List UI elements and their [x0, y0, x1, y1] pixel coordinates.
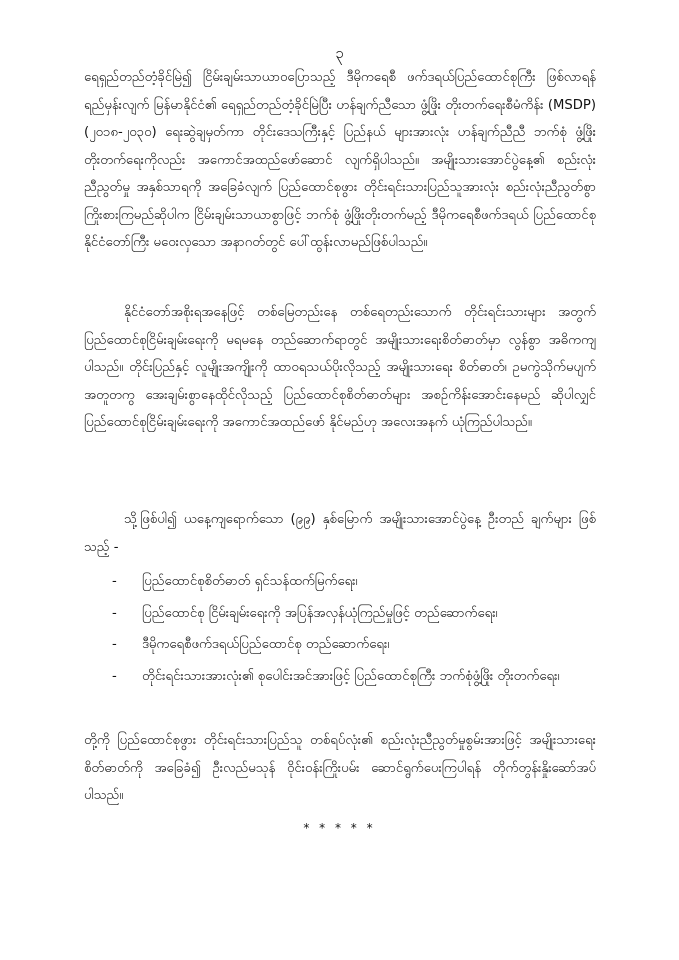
- list-item-text: တိုင်းရင်းသားအားလုံး၏ စုပေါင်းအင်အားဖြင့် ပြည်ထောင်စုကြီး ဘက်စုံဖွံ့ဖြိုး တိုးတက်ရေး၊: [142, 668, 560, 684]
- body-paragraph-2: [84, 299, 596, 437]
- objectives-list: [112, 568, 596, 694]
- body-paragraph-1: [84, 64, 596, 257]
- body-paragraph-4: [84, 727, 596, 810]
- end-asterisks: * * * * *: [303, 821, 376, 835]
- page-number: ၃: [335, 44, 344, 62]
- list-item-text: ပြည်ထောင်စု ငြိမ်းချမ်းရေးကို အပြန်အလှန်ယုံကြည်မှုဖြင့် တည်ဆောက်ရေး၊: [142, 605, 498, 621]
- dash-marker: -: [112, 574, 117, 589]
- dash-marker: -: [112, 605, 117, 621]
- list-item: [112, 600, 596, 628]
- list-item: [112, 631, 596, 659]
- dash-marker: -: [112, 637, 117, 652]
- dash-marker: -: [112, 668, 117, 684]
- body-paragraph-3: [84, 506, 596, 561]
- paragraph-text: ရေရှည်တည်တံ့ခိုင်မြဲ၍ ငြိမ်းချမ်းသာယာဝပြောသည့် ဒီမိုကရေစီ ဖက်ဒရယ်ပြည်ထောင်စုကြီး ဖြစ်လာရန် ရည်မှန်းလျက် မြန်မာနိုင်ငံ၏ ရေရှည်တည်တံ့ခိုင်မြဲပြီး ဟန်ချက်ညီသော ဖွံ့ဖြိုး တိုးတက်ရေးစီမံကိန်း (MSDP) (၂၀၁၈-၂၀၃၀) ရေးဆွဲချမှတ်ကာ တိုင်းဒေသကြီးနှင့် ပြည်နယ် များအားလုံး ဟန်ချက်ညီညီ ဘက်စုံ ဖွံ့ဖြိုးတိုးတက်ရေးကိုလည်း အကောင်အထည်ဖော်ဆောင် လျက်ရှိပါသည်။ အမျိုးသားအောင်ပွဲနေ့၏ စည်းလုံးညီညွတ်မှု အနှစ်သာရကို အခြေခံလျက် ပြည်ထောင်စုဖွား တိုင်းရင်းသားပြည်သူအားလုံး စည်းလုံးညီညွတ်စွာ ကြိုးစားကြမည်ဆိုပါက ငြိမ်းချမ်းသာယာစွာဖြင့် ဘက်စုံ ဖွံ့ဖြိုးတိုးတက်မည့် ဒီမိုကရေစီဖက်ဒရယ် ပြည်ထောင်စု နိုင်ငံတော်ကြီး မဝေးလှသော အနာဂတ်တွင် ပေါ်ထွန်းလာမည်ဖြစ်ပါသည်။: [84, 70, 596, 250]
- paragraph-text: နိုင်ငံတော်အစိုးရအနေဖြင့် တစ်မြေတည်းနေ တစ်ရေတည်းသောက် တိုင်းရင်းသားများ အတွက် ပြည်ထောင်စုငြိမ်းချမ်းရေးကို မရမနေ တည်ဆောက်ရာတွင် အမျိုးသားရေးစိတ်ဓာတ်မှာ လွန်စွာ အဓိကကျပါသည်။ တိုင်းပြည်နှင့် လူမျိုးအကျိုးကို ထာဝရသယ်ပိုးလိုသည့် အမျိုးသားရေး စိတ်ဓာတ်၊ ဥမကွဲသိုက်မပျက် အတူတကွ အေးချမ်းစွာနေထိုင်လိုသည့် ပြည်ထောင်စုစိတ်ဓာတ်များ အစဉ်ကိန်းအောင်းနေမည် ဆိုပါလျှင် ပြည်ထောင်စုငြိမ်းချမ်းရေးကို အကောင်အထည်ဖော် နိုင်မည်ဟု အလေးအနက် ယုံကြည်ပါသည်။: [84, 305, 596, 430]
- list-item: [112, 568, 596, 596]
- list-item: [112, 663, 596, 691]
- paragraph-text: တို့ကို ပြည်ထောင်စုဖွား တိုင်းရင်းသားပြည်သူ တစ်ရပ်လုံး၏ စည်းလုံးညီညွတ်မှုစွမ်းအားဖြင့် အမျိုးသားရေးစိတ်ဓာတ်ကို အခြေခံ၍ ဦးလည်မသုန် ဝိုင်းဝန်းကြိုးပမ်း ဆောင်ရွက်ပေးကြပါရန် တိုက်တွန်းနှိုးဆော်အပ်ပါသည်။: [84, 733, 596, 803]
- paragraph-text: သို့ဖြစ်ပါ၍ ယနေ့ကျရောက်သော (၉၉) နှစ်မြောက် အမျိုးသားအောင်ပွဲနေ့ ဦးတည် ချက်များ ဖြစ်သည့် -: [84, 512, 596, 555]
- list-item-text: ပြည်ထောင်စုစိတ်ဓာတ် ရှင်သန်ထက်မြက်ရေး၊: [142, 574, 358, 589]
- list-item-text: ဒီမိုကရေစီဖက်ဒရယ်ပြည်ထောင်စု တည်ဆောက်ရေး၊: [142, 637, 390, 652]
